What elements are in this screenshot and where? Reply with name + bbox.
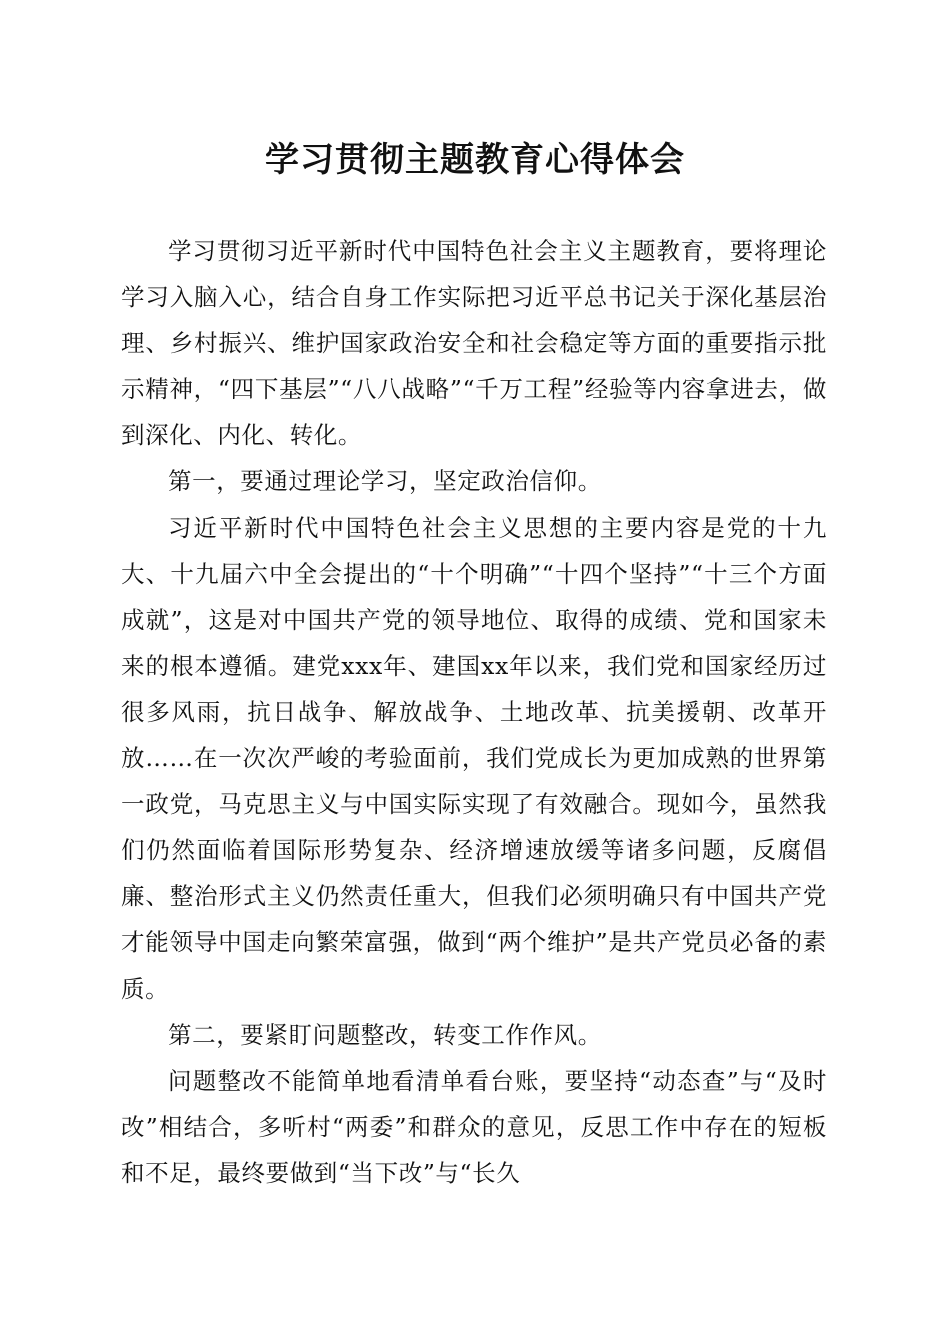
section-heading-1: 第一，要通过理论学习，坚定政治信仰。: [168, 467, 602, 496]
paragraph-section-2: 问题整改不能简单地看清单看台账，要坚持“动态查”与“及时改”相结合，多听村“两委”和群众的意见，反思工作中存在的短板和不足，最终要做到“当下改”与“长久: [121, 1066, 827, 1187]
document-title: 学习贯彻主题教育心得体会: [265, 140, 685, 180]
paragraph-section-1: 习近平新时代中国特色社会主义思想的主要内容是党的十九大、十九届六中全会提出的“十个明确”“十四个坚持”“十三个方面成就”，这是对中国共产党的领导地位、取得的成绩、党和国家未来的根本遵循。建党xxx年、建国xx年以来，我们党和国家经历过很多风雨，抗日战争、解放战争、土地改革、抗美援朝、改革开放……在一次次严峻的考验面前，我们党成长为更加成熟的世界第一政党，马克思主义与中国实际实现了有效融合。现如今，虽然我们仍然面临着国际形势复杂、经济增速放缓等诸多问题，反腐倡廉、整治形式主义仍然责任重大，但我们必须明确只有中国共产党才能领导中国走向繁荣富强，做到“两个维护”是共产党员必备的素质。: [121, 513, 827, 1003]
document-body: [121, 228, 827, 1196]
paragraph-intro: 学习贯彻习近平新时代中国特色社会主义主题教育，要将理论学习入脑入心，结合自身工作实际把习近平总书记关于深化基层治理、乡村振兴、维护国家政治安全和社会稳定等方面的重要指示批示精神，“四下基层”“八八战略”“千万工程”经验等内容拿进去，做到深化、内化、转化。: [121, 237, 827, 450]
section-heading-2: 第二，要紧盯问题整改，转变工作作风。: [168, 1020, 602, 1049]
